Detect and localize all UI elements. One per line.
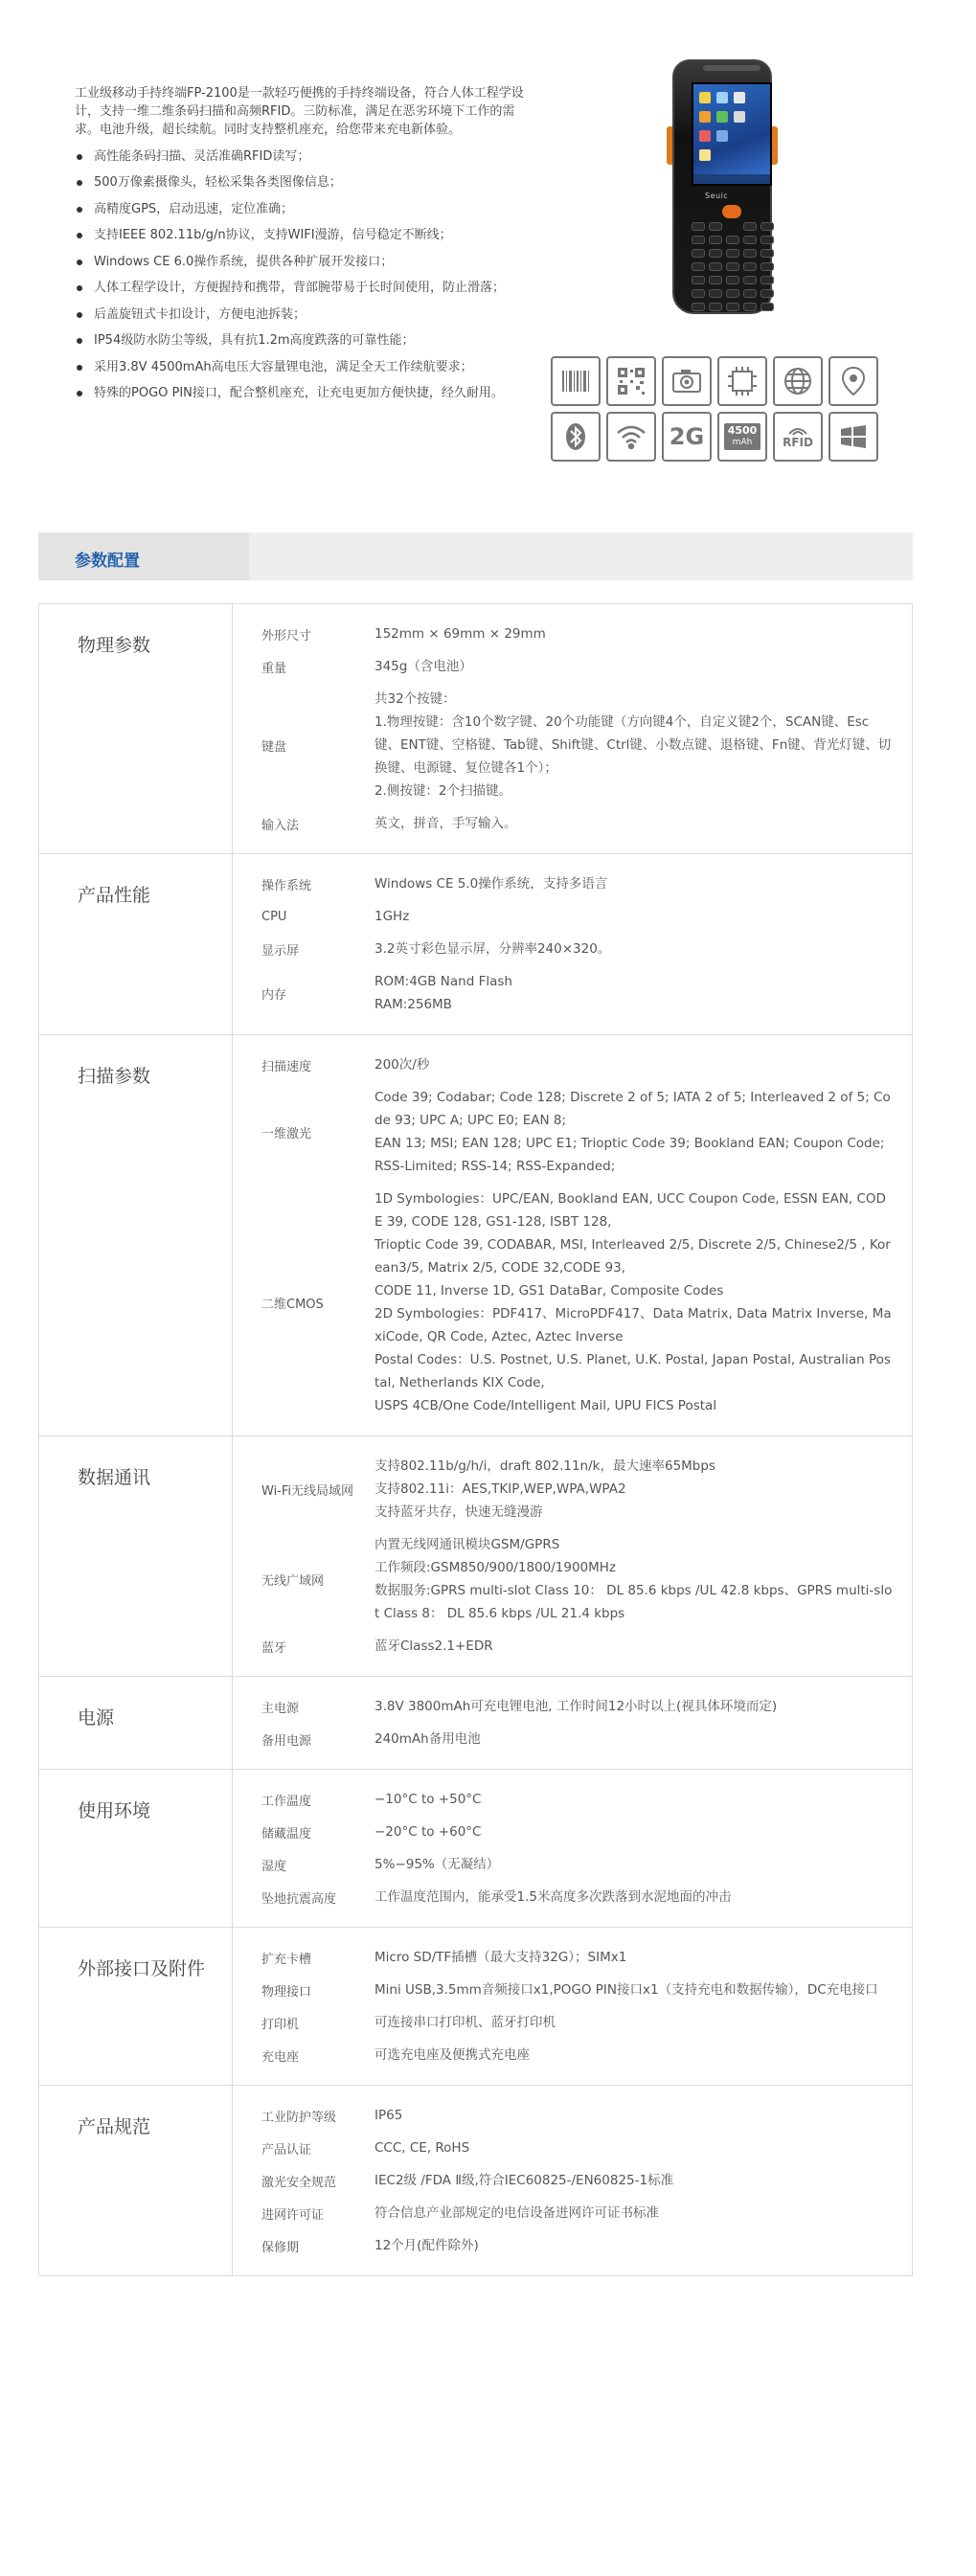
spec-value bbox=[375, 1978, 912, 2001]
spec-row bbox=[233, 1528, 912, 1630]
keypad-key bbox=[709, 236, 722, 244]
spec-value bbox=[375, 2044, 912, 2067]
keypad-key bbox=[709, 222, 722, 231]
memory-chip-icon bbox=[717, 356, 767, 406]
spec-row bbox=[233, 2006, 912, 2039]
spec-value-line: 200次/秒 bbox=[375, 1057, 430, 1073]
feature-bullet-list bbox=[75, 147, 534, 403]
spec-label: 产品认证 bbox=[261, 2142, 312, 2158]
feature-bullet: Windows CE 6.0操作系统，提供各种扩展开发接口； bbox=[75, 253, 534, 271]
keypad-key bbox=[692, 222, 705, 231]
location-pin-icon bbox=[828, 356, 878, 406]
keypad-key bbox=[692, 276, 705, 284]
spec-value-line: 符合信息产业部规定的电信设备进网许可证书标准 bbox=[375, 2205, 659, 2221]
spec-value bbox=[375, 1788, 912, 1811]
spec-row bbox=[233, 2229, 912, 2262]
spec-row bbox=[233, 2099, 912, 2132]
spec-value-line: 1D Symbologies：UPC/EAN, Bookland EAN, UCC Coupon Code, ESSN EAN, CODE 39, CODE 128, GS1-128, ISBT 128, bbox=[375, 1191, 886, 1230]
spec-group bbox=[39, 1928, 912, 2086]
spec-value-line: 240mAh备用电池 bbox=[375, 1731, 481, 1747]
icon-text: 4500 bbox=[727, 424, 758, 437]
spec-value bbox=[375, 2011, 912, 2034]
spec-value-line: 152mm × 69mm × 29mm bbox=[375, 626, 546, 642]
spec-row bbox=[233, 1690, 912, 1723]
spec-value bbox=[375, 2234, 912, 2257]
spec-label: 保修期 bbox=[261, 2240, 300, 2255]
spec-label: 无线广域网 bbox=[261, 1573, 325, 1589]
spec-group bbox=[39, 854, 912, 1035]
section-title: 参数配置 bbox=[75, 552, 140, 571]
keypad-key bbox=[692, 303, 705, 311]
spec-value bbox=[375, 812, 912, 835]
taskbar bbox=[693, 174, 770, 184]
keypad-key bbox=[760, 276, 774, 284]
spec-group bbox=[39, 1436, 912, 1677]
spec-value-line: 内置无线网通讯模块GSM/GPRS bbox=[375, 1537, 560, 1552]
spec-label: 充电座 bbox=[261, 2049, 300, 2065]
spec-value bbox=[375, 1728, 912, 1751]
spec-value-line: 3.2英寸彩色显示屏，分辨率240×320。 bbox=[375, 941, 611, 957]
2g-icon bbox=[662, 412, 712, 462]
camera-icon bbox=[662, 356, 712, 406]
spec-value-line: USPS 4CB/One Code/Intelligent Mail, UPU FICS Postal bbox=[375, 1398, 717, 1413]
keypad-key bbox=[743, 289, 757, 298]
spec-row bbox=[233, 650, 912, 683]
bluetooth-icon bbox=[551, 412, 601, 462]
spec-value bbox=[375, 1695, 912, 1718]
spec-value bbox=[375, 1946, 912, 1969]
spec-label: 显示屏 bbox=[261, 943, 300, 959]
spec-value-line: 可选充电座及便携式充电座 bbox=[375, 2047, 530, 2063]
spec-value-line: 工作频段:GSM850/900/1800/1900MHz bbox=[375, 1560, 617, 1575]
keypad-key bbox=[743, 222, 757, 231]
spec-row bbox=[233, 1974, 912, 2006]
scanner-window bbox=[703, 65, 760, 71]
keypad-key bbox=[709, 276, 722, 284]
spec-group-title: 使用环境 bbox=[39, 1770, 233, 1927]
spec-value-line: RAM:256MB bbox=[375, 997, 452, 1012]
spec-label: 打印机 bbox=[261, 2017, 300, 2032]
spec-value-line: Micro SD/TF插槽（最大支持32G）；SIMx1 bbox=[375, 1950, 627, 1965]
spec-value bbox=[375, 1635, 912, 1658]
spec-value-line: ROM:4GB Nand Flash bbox=[375, 974, 512, 989]
keypad-key bbox=[726, 249, 739, 258]
spec-row bbox=[233, 1816, 912, 1848]
spec-value bbox=[375, 938, 912, 960]
spec-row bbox=[233, 807, 912, 840]
feature-bullet: IP54级防水防尘等级，具有抗1.2m高度跌落的可靠性能； bbox=[75, 331, 534, 350]
keypad-key bbox=[726, 276, 739, 284]
spec-value-line: −10°C to +50°C bbox=[375, 1792, 482, 1807]
spec-value-line: 共32个按键： bbox=[375, 691, 456, 707]
spec-value bbox=[375, 970, 912, 1016]
device-keypad bbox=[690, 205, 774, 308]
spec-label: 激光安全规范 bbox=[261, 2175, 337, 2190]
spec-value bbox=[375, 688, 912, 802]
keypad-key bbox=[692, 249, 705, 258]
keypad-key bbox=[743, 303, 757, 311]
intro-paragraph: 工业级移动手持终端FP-2100是一款轻巧便携的手持终端设备，符合人体工程学设计，支持一维二维条码扫描和高频RFID。三防标准，满足在恶劣环境下工作的需求。电池升级，超长续航。同时支持整机座充，给您带来充电新体验。 bbox=[75, 86, 524, 137]
spec-value bbox=[375, 655, 912, 678]
spec-row bbox=[233, 900, 912, 933]
spec-row bbox=[233, 1783, 912, 1816]
spec-group-title: 产品规范 bbox=[39, 2086, 233, 2275]
spec-group-title: 物理参数 bbox=[39, 604, 233, 853]
spec-group-title: 扫描参数 bbox=[39, 1035, 233, 1435]
spec-value-line: Code 39; Codabar; Code 128; Discrete 2 of 5; IATA 2 of 5; Interleaved 2 of 5; Code 93; UPC A; UPC E0; EAN 8; bbox=[375, 1090, 891, 1128]
keypad-key bbox=[743, 236, 757, 244]
keypad-key bbox=[760, 303, 774, 311]
keypad-key bbox=[726, 289, 739, 298]
spec-row bbox=[233, 1881, 912, 1913]
section-header bbox=[38, 532, 913, 580]
spec-value-line: EAN 13; MSI; EAN 128; UPC E1; Trioptic Code 39; Bookland EAN; Coupon Code; RSS-Limited; RSS-14; RSS-Expanded; bbox=[375, 1136, 885, 1174]
icon-text: 2G bbox=[669, 423, 705, 450]
wifi-icon bbox=[606, 412, 656, 462]
feature-bullet: 人体工程学设计，方便握持和携带，背部腕带易于长时间使用，防止滑落； bbox=[75, 279, 534, 297]
spec-value-line: Mini USB,3.5mm音频接口x1,POGO PIN接口x1（支持充电和数据传输），DC充电接口 bbox=[375, 1982, 878, 1998]
spec-value-line: 工作温度范围内，能承受1.5米高度多次跌落到水泥地面的冲击 bbox=[375, 1889, 732, 1905]
keypad-key bbox=[760, 289, 774, 298]
keypad-key bbox=[743, 249, 757, 258]
spec-row bbox=[233, 2132, 912, 2164]
spec-value bbox=[375, 1533, 912, 1625]
spec-value bbox=[375, 1455, 912, 1524]
spec-label: 主电源 bbox=[261, 1701, 300, 1716]
spec-row bbox=[233, 683, 912, 807]
keypad-key bbox=[760, 249, 774, 258]
feature-bullet: 支持IEEE 802.11b/g/n协议，支持WIFI漫游，信号稳定不断线； bbox=[75, 226, 534, 244]
spec-label: 扩充卡槽 bbox=[261, 1952, 312, 1967]
spec-label: 内存 bbox=[261, 987, 287, 1003]
spec-value-line: 英文，拼音，手写输入。 bbox=[375, 816, 517, 831]
spec-group bbox=[39, 1770, 912, 1928]
keypad-key bbox=[726, 236, 739, 244]
keypad-key bbox=[709, 303, 722, 311]
spec-value-line: 2D Symbologies：PDF417、MicroPDF417、Data Matrix, Data Matrix Inverse, MaxiCode, QR Code, Aztec, Aztec Inverse bbox=[375, 1306, 892, 1344]
spec-value bbox=[375, 622, 912, 645]
spec-value-line: 1GHz bbox=[375, 909, 410, 924]
spec-row bbox=[233, 2164, 912, 2197]
spec-value bbox=[375, 1886, 912, 1909]
device-screen bbox=[692, 82, 772, 186]
keypad-key bbox=[760, 262, 774, 271]
barcode-icon bbox=[551, 356, 601, 406]
spec-row bbox=[233, 1941, 912, 1974]
spec-value bbox=[375, 1086, 912, 1178]
spec-value bbox=[375, 1853, 912, 1876]
spec-group bbox=[39, 2086, 912, 2275]
spec-label: 备用电源 bbox=[261, 1733, 312, 1749]
spec-label: CPU bbox=[261, 909, 287, 924]
keypad-key bbox=[743, 262, 757, 271]
spec-label: 二维CMOS bbox=[261, 1297, 324, 1312]
spec-label: 物理接口 bbox=[261, 1984, 312, 2000]
keypad-key bbox=[692, 236, 705, 244]
feature-bullet: 特殊的POGO PIN接口，配合整机座充，让充电更加方便快捷，经久耐用。 bbox=[75, 384, 534, 402]
qrcode-icon bbox=[606, 356, 656, 406]
icon-subtext: mAh bbox=[732, 438, 753, 447]
spec-row bbox=[233, 1848, 912, 1881]
section-tab bbox=[38, 532, 249, 580]
keypad-key bbox=[692, 262, 705, 271]
spec-value-line: 3.8V 3800mAh可充电锂电池, 工作时间12小时以上(视具体环境而定) bbox=[375, 1699, 778, 1714]
spec-value-line: 345g（含电池） bbox=[375, 659, 472, 674]
spec-row bbox=[233, 933, 912, 965]
spec-label: 一维激光 bbox=[261, 1126, 312, 1141]
spec-row bbox=[233, 1049, 912, 1081]
spec-value-line: 5%−95%（无凝结） bbox=[375, 1857, 500, 1872]
spec-value bbox=[375, 2202, 912, 2225]
spec-row bbox=[233, 1723, 912, 1755]
feature-bullet: 高性能条码扫描、灵活准确RFID读写； bbox=[75, 147, 534, 166]
keypad-key bbox=[726, 303, 739, 311]
spec-value bbox=[375, 1053, 912, 1076]
keypad-key bbox=[726, 262, 739, 271]
spec-value bbox=[375, 1187, 912, 1417]
device-brand-label: Seuic bbox=[705, 192, 729, 200]
keypad-key bbox=[760, 222, 774, 231]
feature-bullet: 高精度GPS，启动迅速，定位准确； bbox=[75, 200, 534, 218]
spec-value-line: CCC, CE, RoHS bbox=[375, 2140, 470, 2156]
feature-bullet: 500万像素摄像头，轻松采集各类图像信息； bbox=[75, 173, 534, 192]
spec-label: 蓝牙 bbox=[261, 1640, 287, 1656]
spec-label: 输入法 bbox=[261, 818, 300, 833]
rfid-icon bbox=[773, 412, 823, 462]
spec-value bbox=[375, 905, 912, 928]
spec-label: 扫描速度 bbox=[261, 1059, 312, 1074]
spec-row bbox=[233, 2039, 912, 2071]
spec-row bbox=[233, 1630, 912, 1662]
spec-value-line: CODE 11, Inverse 1D, GS1 DataBar, Composite Codes bbox=[375, 1283, 724, 1299]
spec-label: 工业防护等级 bbox=[261, 2110, 337, 2125]
keypad-key bbox=[760, 236, 774, 244]
spec-group-title: 外部接口及附件 bbox=[39, 1928, 233, 2085]
spec-row bbox=[233, 965, 912, 1021]
device-body bbox=[672, 59, 772, 314]
spec-label: 工作温度 bbox=[261, 1794, 312, 1809]
spec-table bbox=[38, 603, 913, 2276]
spec-row bbox=[233, 2197, 912, 2229]
spec-value-line: 支持802.11b/g/h/i，draft 802.11n/k，最大速率65Mbps bbox=[375, 1458, 715, 1474]
feature-bullet: 后盖旋钮式卡扣设计，方便电池拆装； bbox=[75, 305, 534, 324]
keypad-key bbox=[709, 262, 722, 271]
spec-value-line: 支持802.11i：AES,TKIP,WEP,WPA,WPA2 bbox=[375, 1481, 626, 1497]
spec-row bbox=[233, 1183, 912, 1422]
keypad-key bbox=[743, 276, 757, 284]
spec-row bbox=[233, 868, 912, 900]
spec-group-title: 产品性能 bbox=[39, 854, 233, 1034]
spec-row bbox=[233, 618, 912, 650]
spec-value bbox=[375, 2169, 912, 2192]
spec-group-title: 电源 bbox=[39, 1677, 233, 1769]
spec-value bbox=[375, 2104, 912, 2127]
spec-row bbox=[233, 1450, 912, 1528]
battery-icon bbox=[717, 412, 767, 462]
spec-value-line: 可连接串口打印机、蓝牙打印机 bbox=[375, 2015, 556, 2030]
keypad-key bbox=[692, 289, 705, 298]
spec-label: 进网许可证 bbox=[261, 2207, 325, 2223]
spec-value-line: IP65 bbox=[375, 2108, 403, 2123]
spec-value bbox=[375, 872, 912, 895]
spec-value-line: 支持蓝牙共存，快速无缝漫游 bbox=[375, 1504, 543, 1520]
scan-key bbox=[722, 205, 741, 218]
spec-value-line: Windows CE 5.0操作系统，支持多语言 bbox=[375, 876, 608, 892]
spec-value bbox=[375, 2136, 912, 2159]
spec-value-line: 蓝牙Class2.1+EDR bbox=[375, 1638, 493, 1654]
spec-value-line: −20°C to +60°C bbox=[375, 1824, 482, 1840]
keypad-key bbox=[709, 249, 722, 258]
spec-group bbox=[39, 1677, 912, 1770]
spec-group bbox=[39, 604, 912, 854]
spec-value-line: 数据服务:GPRS multi-slot Class 10： DL 85.6 kbps /UL 42.8 kbps、GPRS multi-slot Class 8： DL 85.6 kbps /UL 21.4 kbps bbox=[375, 1583, 893, 1621]
spec-value-line: IEC2级 /FDA Ⅱ级,符合IEC60825-/EN60825-1标准 bbox=[375, 2173, 674, 2188]
spec-value bbox=[375, 1820, 912, 1843]
spec-label: 坠地抗震高度 bbox=[261, 1891, 337, 1907]
intro-section bbox=[75, 84, 534, 402]
spec-group bbox=[39, 1035, 912, 1436]
spec-value-line: 1.物理按键：含10个数字键、20个功能键（方向键4个，自定义键2个，SCAN键、Esc键、ENT键、空格键、Tab键、Shift键、Ctrl键、小数点键、退格键、Fn键、背光灯键、切换键、电源键、复位键各1个）； bbox=[375, 714, 892, 776]
spec-value-line: 12个月(配件除外) bbox=[375, 2238, 479, 2253]
spec-label: 操作系统 bbox=[261, 878, 312, 893]
feature-bullet: 采用3.8V 4500mAh高电压大容量锂电池，满足全天工作续航要求； bbox=[75, 358, 534, 376]
keypad-key bbox=[709, 289, 722, 298]
spec-row bbox=[233, 1081, 912, 1183]
spec-label: 重量 bbox=[261, 661, 287, 676]
windows-icon bbox=[828, 412, 878, 462]
spec-value-line: 2.侧按键：2个扫描键。 bbox=[375, 783, 511, 799]
spec-group-title: 数据通讯 bbox=[39, 1436, 233, 1676]
spec-label: 储藏温度 bbox=[261, 1826, 312, 1842]
spec-value-line: Trioptic Code 39, CODABAR, MSI, Interleaved 2/5, Discrete 2/5, Chinese2/5 , Korean3/5, Matrix 2/5, CODE 32,CODE 93, bbox=[375, 1237, 891, 1276]
device-image bbox=[665, 59, 780, 318]
spec-label: 湿度 bbox=[261, 1859, 287, 1874]
spec-value-line: Postal Codes：U.S. Postnet, U.S. Planet, U.K. Postal, Japan Postal, Australian Postal, Netherlands KIX Code, bbox=[375, 1352, 891, 1390]
icon-text: RFID bbox=[783, 436, 813, 449]
spec-label: 键盘 bbox=[261, 739, 287, 755]
globe-icon bbox=[773, 356, 823, 406]
spec-label: Wi-Fi无线局域网 bbox=[261, 1483, 354, 1499]
spec-label: 外形尺寸 bbox=[261, 628, 312, 644]
